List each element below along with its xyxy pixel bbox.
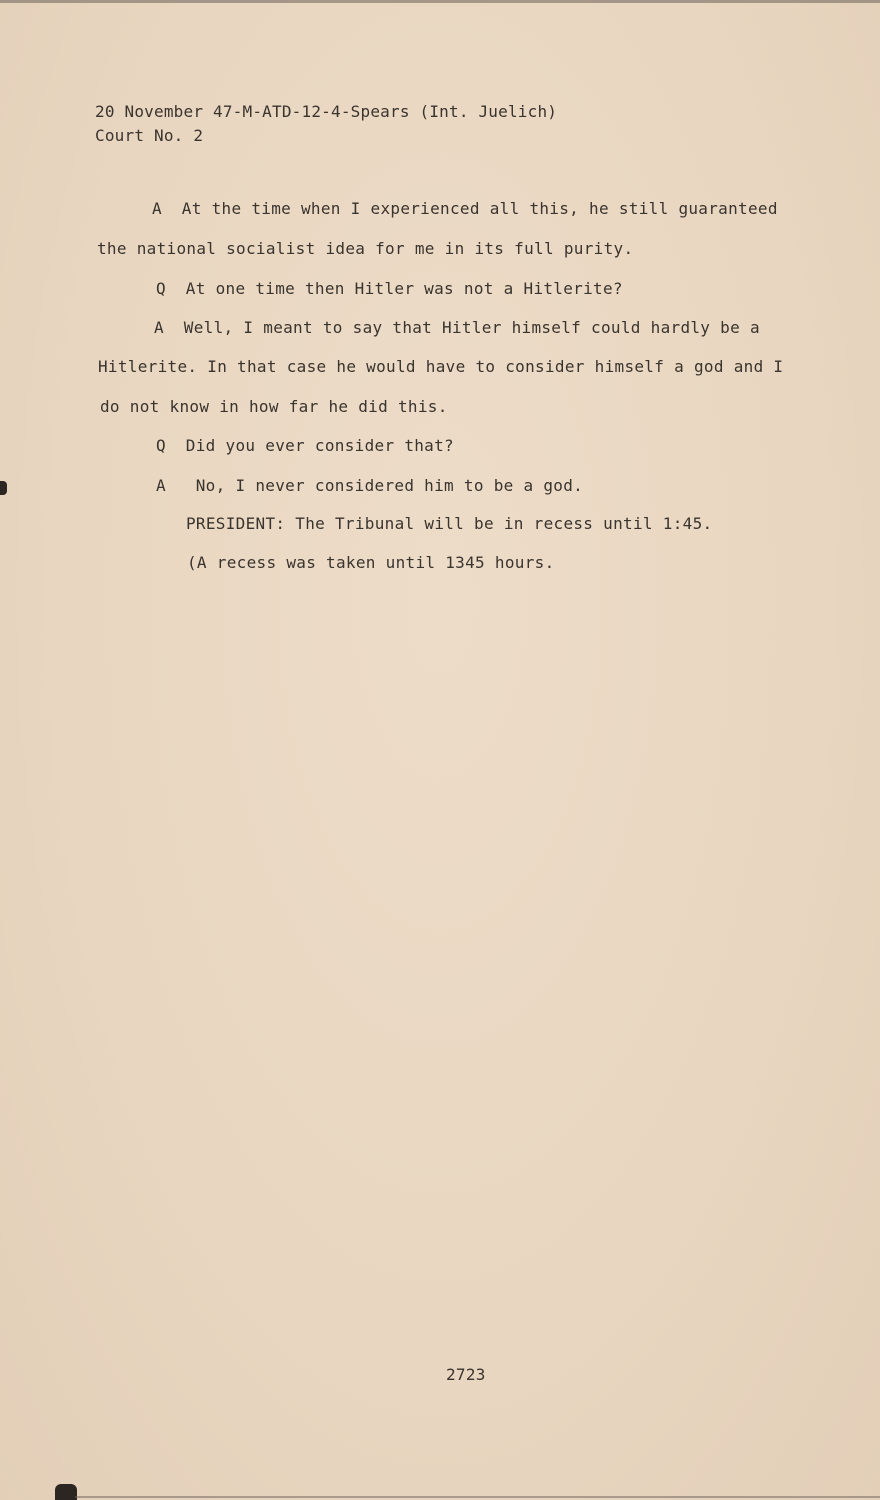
- document-header: [95, 100, 557, 148]
- transcript-line: do not know in how far he did this.: [100, 397, 448, 416]
- transcript-line: Q Did you ever consider that?: [156, 436, 454, 455]
- transcript-line: A No, I never considered him to be a god.: [156, 476, 584, 495]
- page-bottom-edge: [75, 1496, 880, 1498]
- header-date-line: 20 November 47-M-ATD-12-4-Spears (Int. Juelich): [95, 102, 558, 121]
- edge-mark: [0, 481, 7, 495]
- transcript-line: (A recess was taken until 1345 hours.: [187, 553, 555, 572]
- transcript-line: A At the time when I experienced all this, he still guaranteed: [152, 199, 778, 218]
- page-number: 2723: [446, 1365, 486, 1384]
- transcript-line: PRESIDENT: The Tribunal will be in recess until 1:45.: [186, 514, 713, 533]
- transcript-line: Hitlerite. In that case he would have to consider himself a god and I: [98, 357, 784, 376]
- transcript-line: Q At one time then Hitler was not a Hitlerite?: [156, 279, 623, 298]
- edge-mark: [55, 1484, 77, 1500]
- transcript-line: the national socialist idea for me in its full purity.: [97, 239, 634, 258]
- header-court-line: Court No. 2: [95, 126, 204, 145]
- transcript-line: A Well, I meant to say that Hitler himself could hardly be a: [154, 318, 760, 337]
- page-top-edge: [0, 0, 880, 3]
